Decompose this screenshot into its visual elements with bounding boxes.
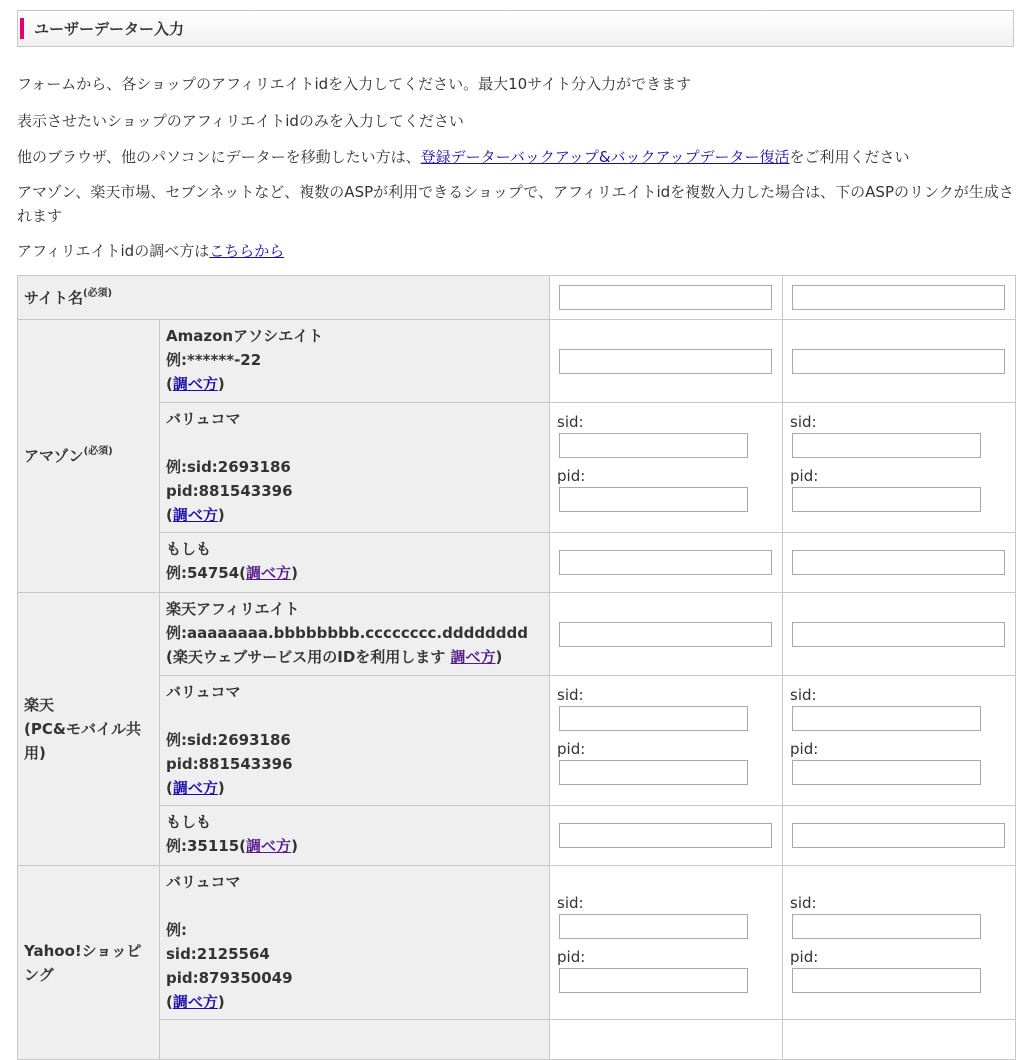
how-link-rakuten-vc[interactable]: 調べ方 bbox=[172, 779, 218, 797]
rakuten-vc-pid-input-2[interactable] bbox=[792, 760, 981, 785]
sid-label: sid: bbox=[790, 894, 817, 912]
how-to-find-id-link[interactable]: こちらから bbox=[209, 242, 285, 260]
intro-text-5 bbox=[17, 239, 1017, 263]
rakuten-vc-sid-input-1[interactable] bbox=[559, 706, 748, 731]
rakuten-moshimo-input-1[interactable] bbox=[559, 823, 772, 848]
how-link-rakuten-affiliate[interactable]: 調べ方 bbox=[450, 648, 496, 666]
sid-label: sid: bbox=[557, 413, 584, 431]
rakuten-affiliate-cell-1 bbox=[550, 593, 783, 676]
yahoo-vc-label: バリュコマ 例: sid:2125564 pid:879350049 (調べ方) bbox=[160, 866, 550, 1020]
rakuten-vc-cell-2 bbox=[783, 676, 1016, 806]
row-amazon-associate bbox=[18, 320, 1016, 403]
amazon-moshimo-input-2[interactable] bbox=[792, 550, 1005, 575]
rakuten-vc-pid-input-1[interactable] bbox=[559, 760, 748, 785]
row-site-name bbox=[18, 276, 1016, 320]
intro-text-3 bbox=[17, 145, 1017, 169]
pid-label: pid: bbox=[557, 467, 586, 485]
yahoo-next-cell-1 bbox=[550, 1020, 783, 1060]
how-link-amazon-associate[interactable]: 調べ方 bbox=[172, 375, 218, 393]
amazon-label: アマゾン$^{(必須)}$ bbox=[18, 320, 160, 593]
pid-label: pid: bbox=[557, 740, 586, 758]
yahoo-label: Yahoo!ショッピ ング bbox=[18, 866, 160, 1060]
amazon-associate-input-1[interactable] bbox=[559, 349, 772, 374]
intro-text-4: アマゾン、楽天市場、セブンネットなど、複数のASPが利用できるショップで、アフィリエイトidを複数入力した場合は、下のASPのリンクが生成されます bbox=[17, 183, 1014, 225]
row-yahoo-next bbox=[18, 1020, 1016, 1060]
sid-label: sid: bbox=[790, 686, 817, 704]
amazon-associate-input-2[interactable] bbox=[792, 349, 1005, 374]
row-amazon-moshimo bbox=[18, 533, 1016, 593]
yahoo-vc-sid-input-1[interactable] bbox=[559, 914, 748, 939]
rakuten-moshimo-label: もしも 例:35115(調べ方) bbox=[160, 806, 550, 866]
yahoo-next-label bbox=[160, 1020, 550, 1060]
required-mark: (必須) bbox=[83, 446, 113, 457]
intro-text-1: フォームから、各ショップのアフィリエイトidを入力してください。最大10サイト分入力ができます bbox=[17, 75, 692, 93]
amazon-vc-pid-input-2[interactable] bbox=[792, 487, 981, 512]
how-link-yahoo-vc[interactable]: 調べ方 bbox=[172, 993, 218, 1011]
affiliate-id-table bbox=[17, 275, 1016, 1060]
amazon-vc-sid-input-1[interactable] bbox=[559, 433, 748, 458]
yahoo-vc-pid-input-2[interactable] bbox=[792, 968, 981, 993]
yahoo-vc-cell-2 bbox=[783, 866, 1016, 1020]
yahoo-vc-sid-input-2[interactable] bbox=[792, 914, 981, 939]
amazon-vc-cell-2 bbox=[783, 403, 1016, 533]
section-title: ユーザーデーター入力 bbox=[34, 20, 185, 38]
site-name-cell-1 bbox=[550, 276, 783, 320]
amazon-associate-cell-1 bbox=[550, 320, 783, 403]
sid-label: sid: bbox=[557, 894, 584, 912]
rakuten-label: 楽天 (PC&モバイル共 用) bbox=[18, 593, 160, 866]
how-link-rakuten-moshimo[interactable]: 調べ方 bbox=[246, 837, 292, 855]
sid-label: sid: bbox=[790, 413, 817, 431]
backup-restore-link[interactable]: 登録データーバックアップ&バックアップデーター復活 bbox=[420, 148, 790, 166]
rakuten-vc-sid-input-2[interactable] bbox=[792, 706, 981, 731]
site-name-cell-2 bbox=[783, 276, 1016, 320]
amazon-moshimo-label: もしも 例:54754(調べ方) bbox=[160, 533, 550, 593]
yahoo-vc-pid-input-1[interactable] bbox=[559, 968, 748, 993]
rakuten-affiliate-label: 楽天アフィリエイト 例:aaaaaaaa.bbbbbbbb.cccccccc.dddddddd (楽天ウェブサービス用のIDを利用します 調べ方) bbox=[160, 593, 550, 676]
pid-label: pid: bbox=[790, 948, 819, 966]
site-name-input-1[interactable] bbox=[559, 285, 772, 310]
intro-text-5-before: アフィリエイトidの調べ方は bbox=[17, 242, 210, 260]
amazon-vc-pid-input-1[interactable] bbox=[559, 487, 748, 512]
rakuten-affiliate-input-2[interactable] bbox=[792, 622, 1005, 647]
row-rakuten-moshimo bbox=[18, 806, 1016, 866]
rakuten-vc-cell-1 bbox=[550, 676, 783, 806]
intro-text-3-after: をご利用ください bbox=[789, 148, 910, 166]
rakuten-moshimo-input-2[interactable] bbox=[792, 823, 1005, 848]
rakuten-affiliate-cell-2 bbox=[783, 593, 1016, 676]
site-name-label: サイト名$^{(必須)}$ bbox=[18, 276, 550, 320]
rakuten-moshimo-cell-2 bbox=[783, 806, 1016, 866]
section-heading bbox=[17, 10, 1014, 47]
pid-label: pid: bbox=[790, 467, 819, 485]
rakuten-affiliate-input-1[interactable] bbox=[559, 622, 772, 647]
amazon-moshimo-input-1[interactable] bbox=[559, 550, 772, 575]
row-rakuten-valuecommerce bbox=[18, 676, 1016, 806]
row-amazon-valuecommerce bbox=[18, 403, 1016, 533]
amazon-associate-cell-2 bbox=[783, 320, 1016, 403]
rakuten-vc-label: バリュコマ 例:sid:2693186 pid:881543396 (調べ方) bbox=[160, 676, 550, 806]
pid-label: pid: bbox=[557, 948, 586, 966]
amazon-vc-sid-input-2[interactable] bbox=[792, 433, 981, 458]
amazon-moshimo-cell-1 bbox=[550, 533, 783, 593]
yahoo-next-cell-2 bbox=[783, 1020, 1016, 1060]
intro-text-2: 表示させたいショップのアフィリエイトidのみを入力してください bbox=[17, 112, 464, 130]
how-link-amazon-moshimo[interactable]: 調べ方 bbox=[246, 564, 292, 582]
rakuten-moshimo-cell-1 bbox=[550, 806, 783, 866]
required-mark: (必須) bbox=[82, 287, 113, 299]
heading-accent-bar bbox=[20, 18, 24, 39]
row-rakuten-affiliate bbox=[18, 593, 1016, 676]
amazon-moshimo-cell-2 bbox=[783, 533, 1016, 593]
row-yahoo-valuecommerce bbox=[18, 866, 1016, 1020]
site-name-input-2[interactable] bbox=[792, 285, 1005, 310]
sid-label: sid: bbox=[557, 686, 584, 704]
amazon-vc-label: バリュコマ 例:sid:2693186 pid:881543396 (調べ方) bbox=[160, 403, 550, 533]
amazon-associate-label: Amazonアソシエイト 例:******-22 (調べ方) bbox=[160, 320, 550, 403]
intro-text-3-before: 他のブラウザ、他のパソコンにデーターを移動したい方は、 bbox=[17, 148, 421, 166]
amazon-vc-cell-1 bbox=[550, 403, 783, 533]
how-link-amazon-vc[interactable]: 調べ方 bbox=[172, 506, 218, 524]
yahoo-vc-cell-1 bbox=[550, 866, 783, 1020]
pid-label: pid: bbox=[790, 740, 819, 758]
